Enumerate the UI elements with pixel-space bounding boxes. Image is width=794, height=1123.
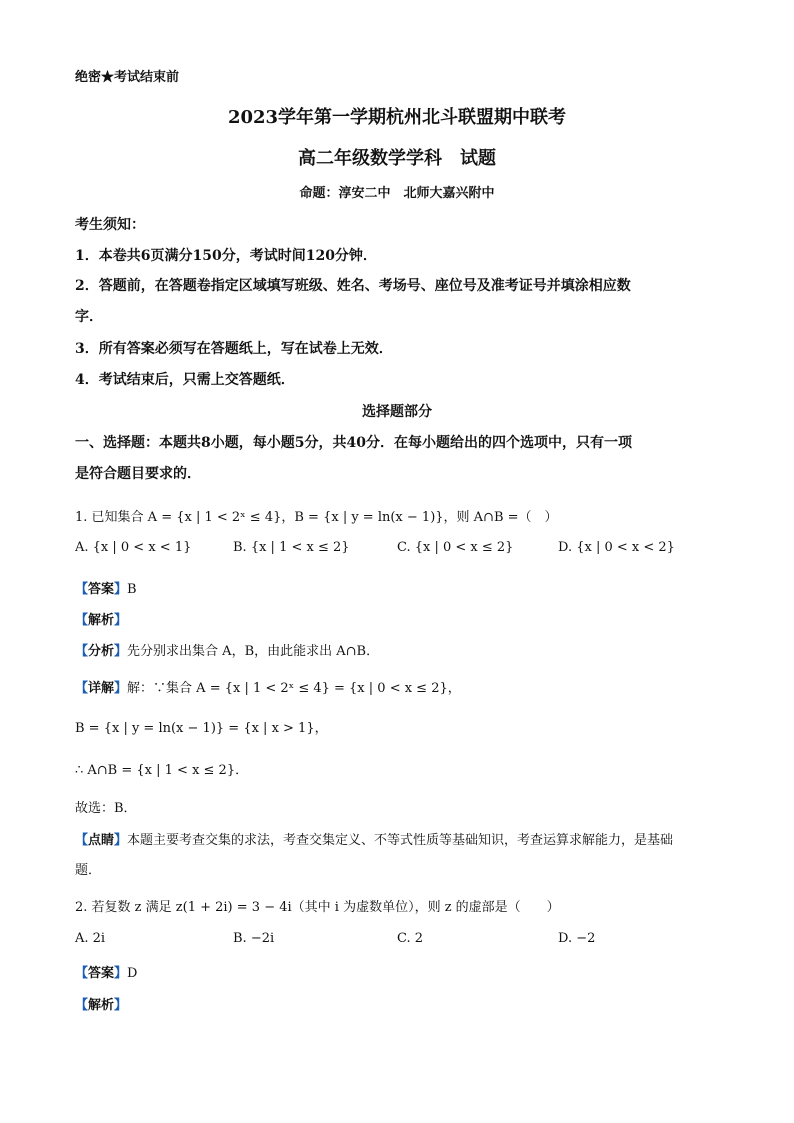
notice-item-2-cont: 字． [75, 309, 103, 325]
notice-item-2: 2．答题前，在答题卷指定区域填写班级、姓名、考场号、座位号及准考证号并填涂相应数 [75, 278, 631, 294]
q1-comment-line2: 题． [75, 863, 102, 878]
notice-item-3: 3．所有答案必须写在答题纸上，写在试卷上无效． [75, 341, 393, 357]
secret-label: 绝密★考试结束前 [75, 70, 180, 85]
section-intro-line2: 是符合题目要求的． [75, 466, 201, 482]
q1-comment-tag: 【点睛】 [75, 833, 128, 848]
q1-detail-tag: 【详解】 [75, 681, 128, 696]
section-title: 选择题部分 [362, 404, 432, 420]
q1-option-b: B. {x | 1 < x ≤ 2} [233, 540, 350, 555]
q2-option-d: D. −2 [558, 931, 596, 946]
q1-analysis-tag: 【解析】 [75, 613, 128, 628]
notice-item-1: 1．本卷共6页满分150分，考试时间120分钟． [75, 248, 377, 264]
section-intro-line1: 一、选择题：本题共8小题，每小题5分，共40分．在每小题给出的四个选项中，只有一项 [75, 435, 632, 451]
q2-answer-value: D [127, 966, 138, 981]
q2-option-b: B. −2i [233, 931, 275, 946]
q1-detail-line1 [75, 677, 461, 696]
q1-detail-line3: ∴ A∩B = {x | 1 < x ≤ 2}． [75, 763, 249, 778]
q1-comment-text1: 本题主要考查交集的求法，考查交集定义、不等式性质等基础知识，考查运算求解能力，是基础 [127, 833, 674, 848]
notice-item-4: 4．考试结束后，只需上交答题纸． [75, 372, 295, 388]
q1-fenxi-text: 先分别求出集合 A，B，由此能求出 A∩B． [127, 644, 380, 659]
q1-comment-line1 [75, 829, 673, 848]
q2-analysis-tag: 【解析】 [75, 998, 128, 1013]
exam-title: 2023学年第一学期杭州北斗联盟期中联考 [227, 107, 567, 128]
q2-answer-line [75, 962, 137, 981]
exam-subtitle: 高二年级数学学科 试题 [298, 148, 496, 169]
q2-option-c: C. 2 [397, 931, 424, 946]
q1-option-c: C. {x | 0 < x ≤ 2} [397, 540, 514, 555]
q1-option-d: D. {x | 0 < x < 2} [558, 540, 675, 555]
q1-answer-line [75, 578, 137, 597]
q1-choose: 故选：B． [75, 801, 137, 816]
notice-heading: 考生须知： [75, 217, 145, 233]
q1-fenxi-line [75, 640, 379, 659]
q2-stem: 2. 若复数 z 满足 z(1 + 2i) = 3 − 4i（其中 i 为虚数单位），则 z 的虚部是（ ） [75, 900, 560, 915]
q1-detail-line2: B = {x | y = ln(x − 1)} = {x | x > 1}， [75, 721, 328, 736]
exam-authors: 命题：淳安二中 北师大嘉兴附中 [299, 186, 495, 201]
q2-option-a: A. 2i [75, 931, 106, 946]
q1-answer-value: B [127, 582, 137, 597]
q2-answer-tag: 【答案】 [75, 966, 128, 981]
q1-answer-tag: 【答案】 [75, 582, 128, 597]
q1-stem: 1. 已知集合 A = {x | 1 < 2ˣ ≤ 4}，B = {x | y = ln(x − 1)}，则 A∩B =（ ） [75, 510, 558, 525]
q1-fenxi-tag: 【分析】 [75, 644, 128, 659]
q1-option-a: A. {x | 0 < x < 1} [75, 540, 192, 555]
q1-detail-text1: 解：∵集合 A = {x | 1 < 2ˣ ≤ 4} = {x | 0 < x ≤ 2}， [127, 681, 461, 696]
